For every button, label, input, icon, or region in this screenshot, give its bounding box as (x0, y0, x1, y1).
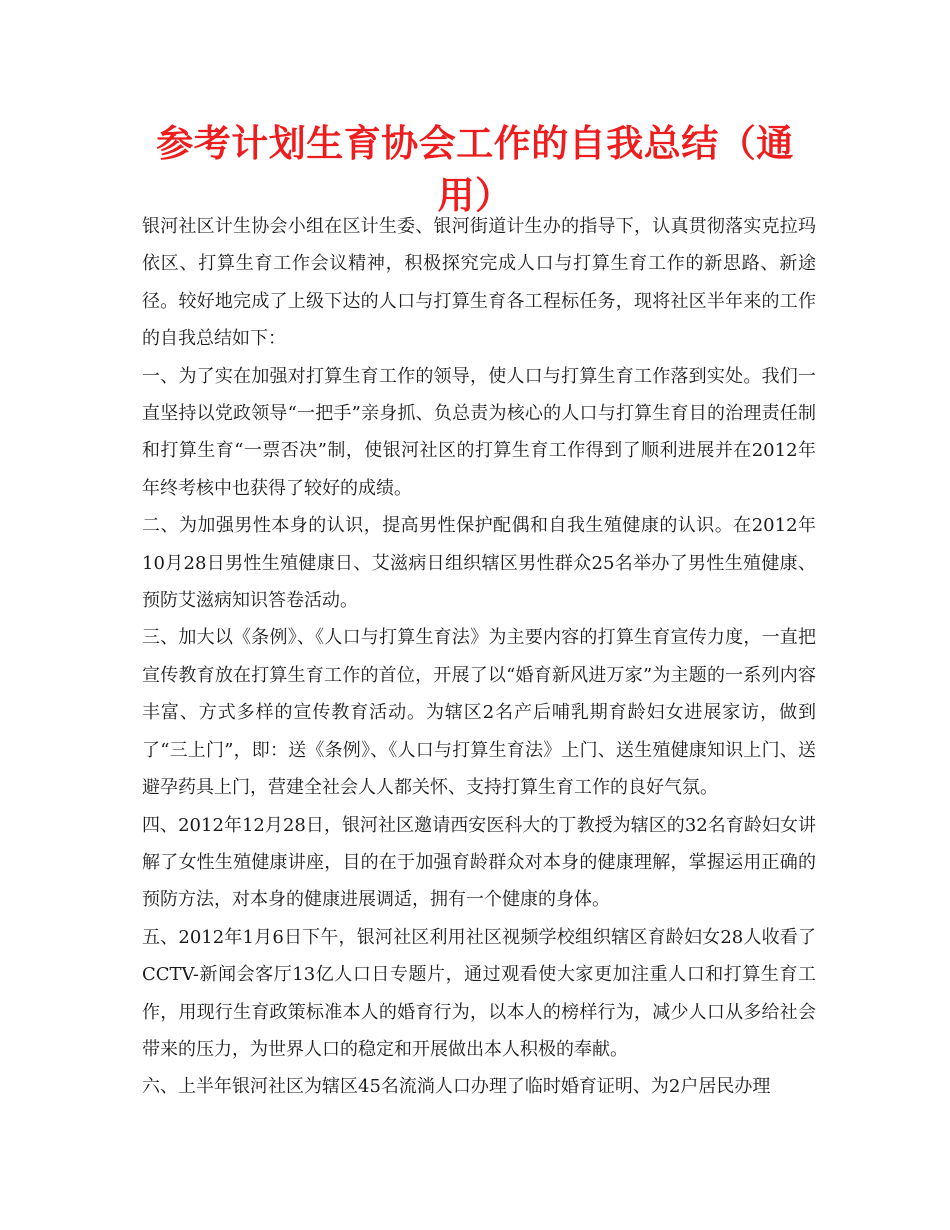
paragraph-4: 四、2012年12月28日，银河社区邀请西安医科大的丁教授为辖区的32名育龄妇女讲解了女性生殖健康讲座，目的在于加强育龄群众对本身的健康理解，掌握运用正确的预防方法，对本身的健康进展调适，拥有一个健康的身体。 (142, 814, 816, 911)
paragraph-3: 三、加大以《条例》、《人口与打算生育法》为主要内容的打算生育宣传力度，一直把宣传教育放在打算生育工作的首位，开展了以“婚育新风进万家”为主题的一系列内容丰富、方式多样的宣传教育活动。为辖区2名产后哺乳期育龄妇女进展家访，做到了“三上门”，即：送《条例》、《人口与打算生育法》上门、送生殖健康知识上门、送避孕药具上门，营建全社会人人都关怀、支持打算生育工作的良好气氛。 (142, 627, 816, 799)
document-title: 参考计划生育协会工作的自我总结（通用） (156, 122, 794, 217)
paragraph-5: 五、2012年1月6日下午，银河社区利用社区视频学校组织辖区育龄妇女28人收看了CCTV-新闻会客厅13亿人口日专题片，通过观看使大家更加注重人口和打算生育工作，用现行生育政策标准本人的婚育行为，以本人的榜样行为，减少人口从多给社会带来的压力，为世界人口的稳定和开展做出本人积极的奉献。 (142, 926, 816, 1060)
document-body (142, 208, 816, 1106)
paragraph-6: 六、上半年银河社区为辖区45名流淌人口办理了临时婚育证明、为2户居民办理 (142, 1076, 771, 1098)
paragraph-2: 二、为加强男性本身的认识，提高男性保护配偶和自我生殖健康的认识。在2012年10月28日男性生殖健康日、艾滋病日组织辖区男性群众25名举办了男性生殖健康、预防艾滋病知识答卷活动。 (142, 515, 816, 612)
paragraph-1: 一、为了实在加强对打算生育工作的领导，使人口与打算生育工作落到实处。我们一直坚持以党政领导“一把手”亲身抓、负总责为核心的人口与打算生育目的治理责任制和打算生育“一票否决”制，使银河社区的打算生育工作得到了顺利进展并在2012年年终考核中也获得了较好的成绩。 (142, 365, 816, 499)
paragraph-intro: 银河社区计生协会小组在区计生委、银河街道计生办的指导下，认真贯彻落实克拉玛依区、打算生育工作会议精神，积极探究完成人口与打算生育工作的新思路、新途径。较好地完成了上级下达的人口与打算生育各工程标任务，现将社区半年来的工作的自我总结如下： (142, 216, 816, 350)
